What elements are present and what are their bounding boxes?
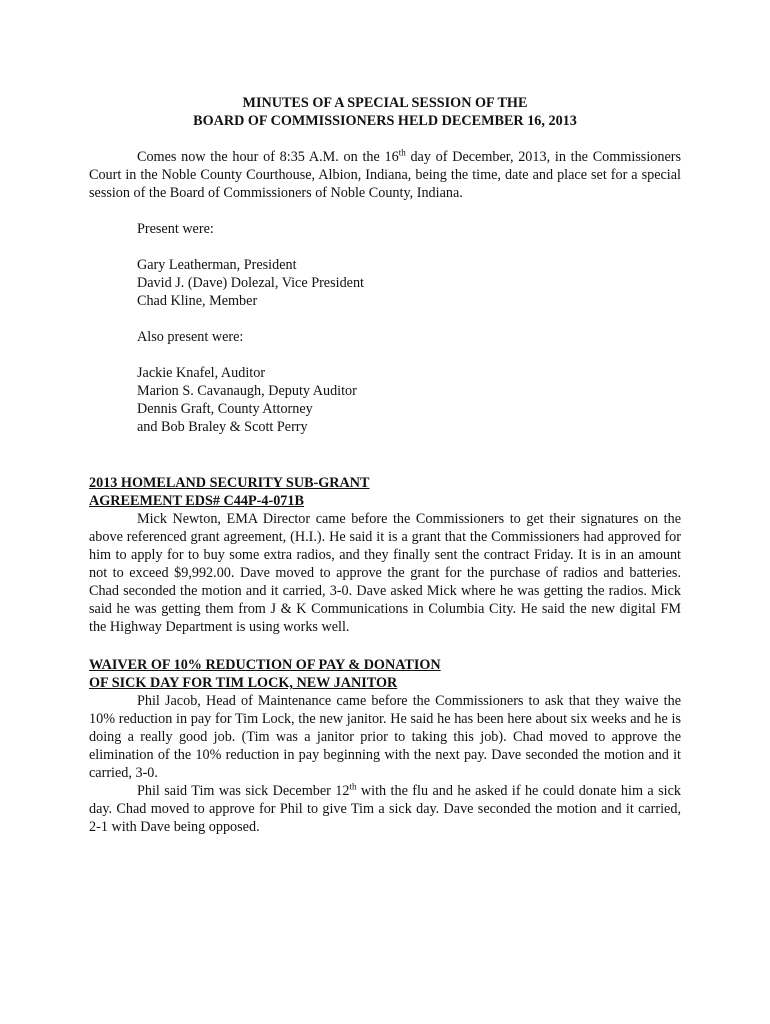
section-heading-waiver	[89, 656, 681, 692]
section-body-sick-day	[89, 782, 681, 836]
also-present-label: Also present were:	[137, 329, 244, 345]
section-heading-line: WAIVER OF 10% REDUCTION OF PAY & DONATION	[89, 657, 441, 673]
section-body-homeland-security: Mick Newton, EMA Director came before the Commissioners to get their signatures on the above referenced grant agreement, (H.I.). He said it is a grant that the Commissioners had approved for him to apply for to buy some extra radios, and they finally sent the contract Friday. It is in an amount not to exceed $9,992.00. Dave moved to approve the grant for the purchase of radios and batteries. Chad seconded the motion and it carried, 3-0. Dave asked Mick where he was getting the radios. Mick said he was getting them from J & K Communications in Columbia City. He said the new digital FM the Highway Department is using works well.	[89, 511, 681, 635]
present-member: David J. (Dave) Dolezal, Vice President	[137, 275, 364, 291]
section-heading-line: OF SICK DAY FOR TIM LOCK, NEW JANITOR	[89, 675, 398, 691]
present-label: Present were:	[137, 221, 214, 237]
section-heading-homeland-security	[89, 474, 681, 510]
section-heading-line: AGREEMENT EDS# C44P-4-071B	[89, 493, 304, 509]
sick-day-text-1: Phil said Tim was sick December 12	[137, 783, 350, 799]
intro-paragraph	[89, 148, 681, 202]
intro-text-2: day of December, 2013, in the Commissioners Court in the Noble County Courthouse, Albion, Indiana, being the time, date and place set for a special session of the Board of Commissioners of Noble County, Indiana.	[89, 149, 681, 201]
present-block	[89, 220, 681, 436]
sick-day-superscript: th	[349, 781, 357, 792]
title-line-2: BOARD OF COMMISSIONERS HELD DECEMBER 16, 2013	[193, 113, 577, 129]
also-present-member: Marion S. Cavanaugh, Deputy Auditor	[137, 383, 357, 399]
document-page	[89, 94, 681, 836]
present-member: Gary Leatherman, President	[137, 257, 297, 273]
also-present-member: Dennis Graft, County Attorney	[137, 401, 313, 417]
section-heading-line: 2013 HOMELAND SECURITY SUB-GRANT	[89, 475, 370, 491]
intro-superscript: th	[398, 147, 406, 158]
also-present-member: and Bob Braley & Scott Perry	[137, 419, 308, 435]
sick-day-text-2: with the flu and he asked if he could donate him a sick day. Chad moved to approve for Phil to give Tim a sick day. Dave seconded the motion and it carried, 2-1 with Dave being opposed.	[89, 783, 681, 835]
also-present-member: Jackie Knafel, Auditor	[137, 365, 266, 381]
section-body-waiver: Phil Jacob, Head of Maintenance came before the Commissioners to ask that they waive the 10% reduction in pay for Tim Lock, the new janitor. He said he has been here about six weeks and he is doing a really good job. (Tim was a janitor prior to taking this job). Chad moved to approve the elimination of the 10% reduction in pay beginning with the next pay. Dave seconded the motion and it carried, 3-0.	[89, 693, 681, 781]
title-line-1: MINUTES OF A SPECIAL SESSION OF THE	[242, 95, 528, 111]
document-title	[89, 94, 681, 130]
present-member: Chad Kline, Member	[137, 293, 258, 309]
intro-text-1: Comes now the hour of 8:35 A.M. on the 16	[137, 149, 399, 165]
